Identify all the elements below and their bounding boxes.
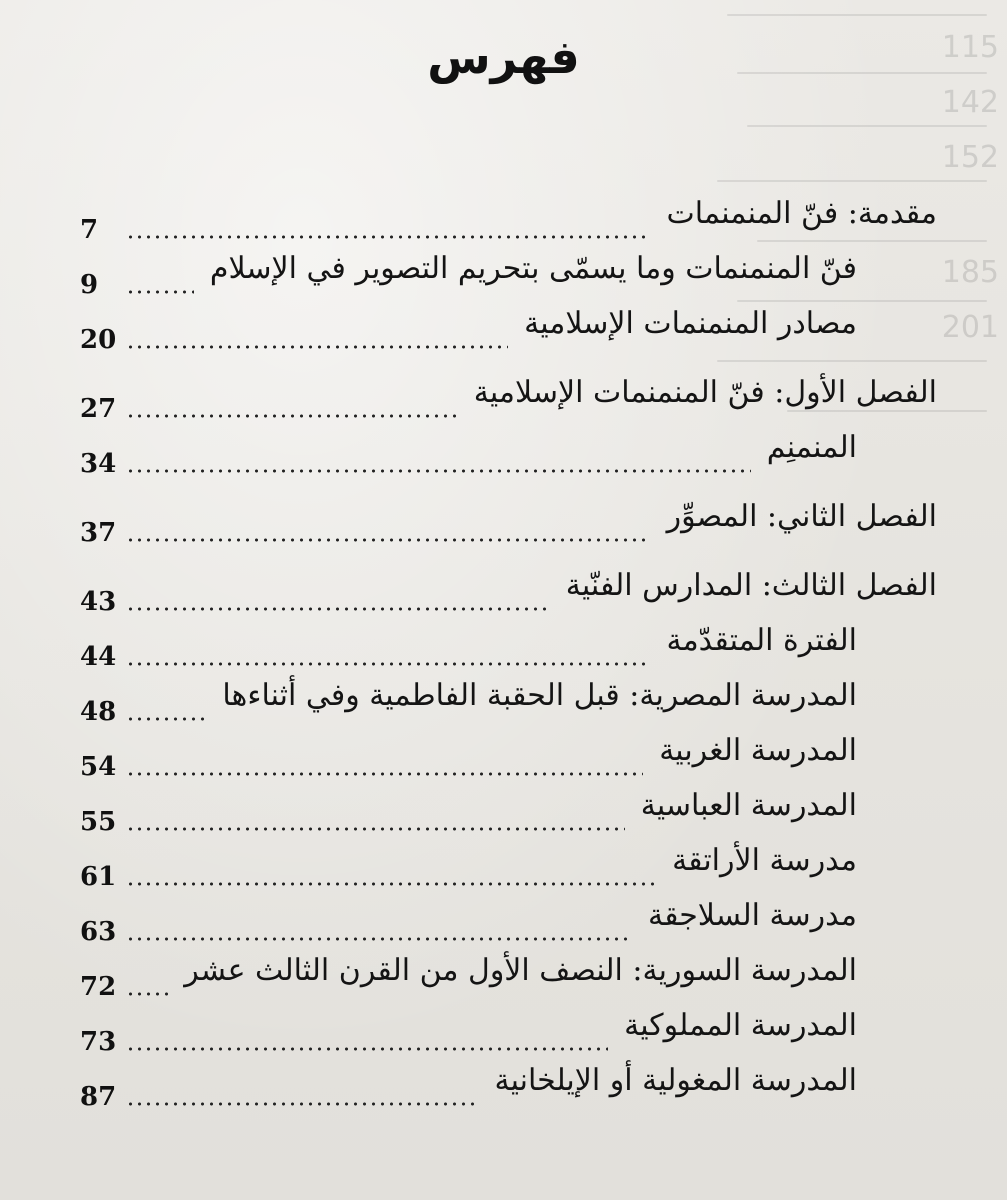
dot-leader	[126, 607, 550, 611]
toc-entry-line	[80, 862, 666, 892]
toc-entry-line	[80, 752, 653, 782]
toc-entry-line	[80, 697, 216, 727]
dot-leader	[126, 1047, 608, 1051]
toc-page-number: 37	[80, 518, 117, 548]
toc-entry[interactable]	[80, 369, 937, 424]
dot-leader	[126, 827, 625, 831]
ghost-number: 142	[941, 85, 999, 120]
dot-leader	[126, 290, 194, 294]
toc-entry[interactable]	[80, 300, 937, 355]
toc-entry[interactable]	[80, 493, 937, 548]
toc-entry[interactable]	[80, 190, 937, 245]
toc-entry-title: فنّ المنمنمات وما يسمّى بتحريم التصوير في الإسلام	[209, 251, 857, 286]
dot-leader	[126, 772, 643, 776]
toc-entry-title: المدرسة المغولية أو الإيلخانية	[494, 1063, 857, 1098]
toc-entry-line	[80, 394, 468, 424]
toc-entry-title: مدرسة السلاجقة	[647, 898, 857, 933]
section-gap	[80, 479, 937, 493]
toc-entry-line	[80, 1082, 489, 1112]
toc-entry-line	[80, 518, 661, 548]
dot-leader	[126, 538, 651, 542]
toc-entry-line	[80, 325, 518, 355]
toc-entry-title: مدرسة الأراتقة	[672, 843, 857, 878]
toc-entry-title: المدرسة المصرية: قبل الحقبة الفاطمية وفي أثناءها	[222, 678, 857, 713]
ghost-number: 115	[941, 30, 999, 65]
toc-entry[interactable]	[80, 245, 937, 300]
ghost-number: 201	[941, 310, 999, 345]
toc-page-number: 43	[80, 587, 117, 617]
toc-page-number: 61	[80, 862, 117, 892]
toc-entry[interactable]	[80, 892, 937, 947]
dot-leader	[126, 414, 458, 418]
toc-entry-title: المدرسة العباسية	[640, 788, 857, 823]
toc-entry[interactable]	[80, 617, 937, 672]
dot-leader	[126, 882, 656, 886]
dot-leader	[126, 469, 751, 473]
toc-entry-line	[80, 917, 642, 947]
toc-entry-title: المدرسة المملوكية	[624, 1008, 857, 1043]
toc-entry[interactable]	[80, 1057, 937, 1112]
toc-entry-title: الفترة المتقدّمة	[666, 623, 857, 658]
toc-entry-line	[80, 215, 661, 245]
dot-leader	[126, 345, 508, 349]
toc-entry[interactable]	[80, 782, 937, 837]
ghost-number: 185	[941, 255, 999, 290]
toc-page-number: 72	[80, 972, 117, 1002]
toc-page-number: 54	[80, 752, 117, 782]
toc-entry-title: الفصل الثاني: المصوِّر	[666, 499, 937, 534]
ghost-number: 152	[941, 140, 999, 175]
toc-entry-line	[80, 807, 635, 837]
toc-entry-title: المدرسة الغربية	[659, 733, 857, 768]
toc-entry-line	[80, 1027, 618, 1057]
toc-entry-line	[80, 972, 178, 1002]
toc-entry-line	[80, 270, 204, 300]
toc-page-number: 7	[80, 215, 99, 245]
toc-page-number: 48	[80, 697, 117, 727]
toc-entry-title: المدرسة السورية: النصف الأول من القرن الثالث عشر	[184, 953, 857, 988]
toc-entry-title: الفصل الأول: فنّ المنمنمات الإسلامية	[473, 375, 937, 410]
dot-leader	[126, 992, 168, 996]
section-gap	[80, 355, 937, 369]
toc-entry[interactable]	[80, 1002, 937, 1057]
toc-entry[interactable]	[80, 424, 937, 479]
toc-entry-title: مصادر المنمنمات الإسلامية	[524, 306, 857, 341]
dot-leader	[126, 937, 632, 941]
dot-leader	[126, 1102, 479, 1106]
toc-page-number: 63	[80, 917, 117, 947]
toc-page-number: 20	[80, 325, 117, 355]
toc-entry-line	[80, 449, 761, 479]
toc-entry[interactable]	[80, 727, 937, 782]
toc-entry[interactable]	[80, 837, 937, 892]
toc-page-number: 55	[80, 807, 117, 837]
toc-entry-line	[80, 642, 661, 672]
toc-entry[interactable]	[80, 947, 937, 1002]
toc-page-number: 87	[80, 1082, 117, 1112]
toc-entry[interactable]	[80, 562, 937, 617]
section-gap	[80, 548, 937, 562]
page-title: فهرس	[427, 30, 580, 84]
toc-entry-title: الفصل الثالث: المدارس الفنّية	[565, 568, 937, 603]
toc-page-number: 44	[80, 642, 117, 672]
dot-leader	[126, 662, 651, 666]
toc-page-number: 34	[80, 449, 117, 479]
toc-page-number: 73	[80, 1027, 117, 1057]
toc-entry[interactable]	[80, 672, 937, 727]
toc-entry-title: المنمنِم	[766, 430, 857, 465]
toc-page-number: 9	[80, 270, 99, 300]
dot-leader	[126, 717, 206, 721]
dot-leader	[126, 235, 651, 239]
toc-entry-line	[80, 587, 560, 617]
toc-entry-title: مقدمة: فنّ المنمنمات	[666, 196, 937, 231]
table-of-contents	[80, 190, 937, 1112]
toc-page-number: 27	[80, 394, 117, 424]
